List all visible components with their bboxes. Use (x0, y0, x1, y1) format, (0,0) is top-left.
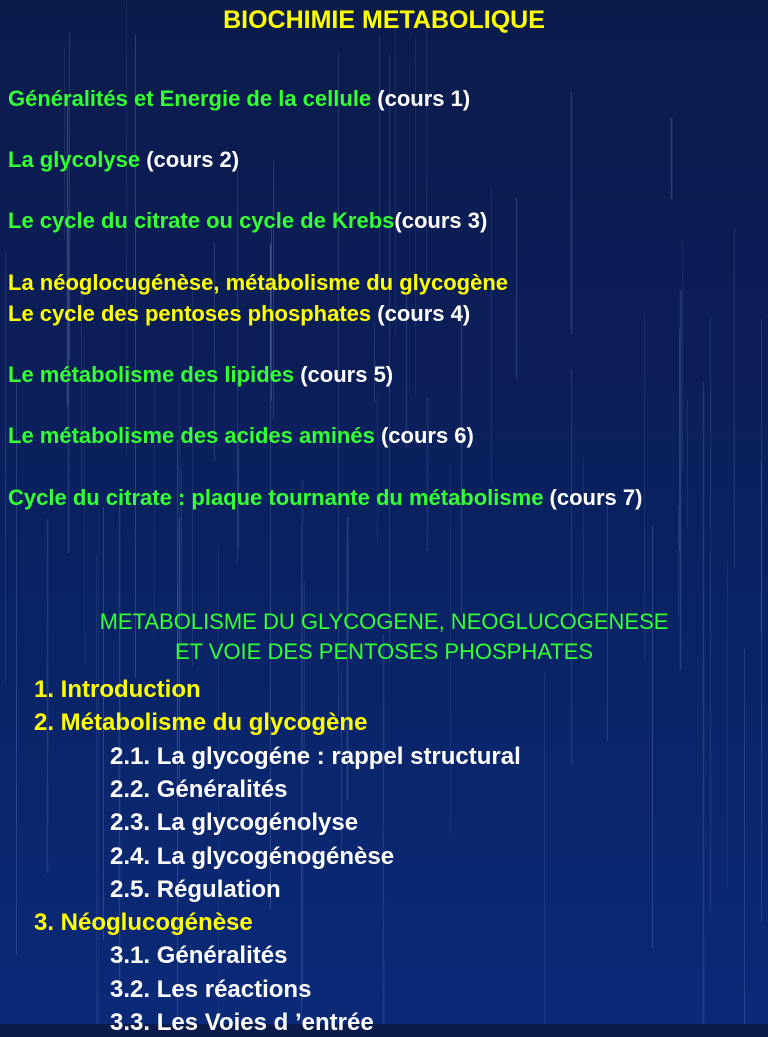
page-title: BIOCHIMIE METABOLIQUE (223, 6, 545, 34)
course-title: Généralités et Energie de la cellule (8, 86, 372, 111)
section-heading-line: METABOLISME DU GLYCOGENE, NEOGLUCOGENESE (99, 609, 669, 634)
course-number: (cours 3) (394, 208, 488, 233)
outline-subsection: 3.1. Généralités (110, 942, 288, 969)
course-title: Le métabolisme des lipides (8, 362, 295, 387)
course-number: (cours 5) (294, 362, 394, 387)
course-number: (cours 7) (543, 485, 643, 510)
course-line (8, 301, 470, 327)
outline-subsection: 3.2. Les réactions (110, 976, 312, 1003)
course-line (8, 485, 642, 511)
course-title: Le cycle du citrate ou cycle de Krebs (8, 208, 395, 233)
outline-subsection: 2.3. La glycogénolyse (110, 809, 359, 836)
course-title: Cycle du citrate : plaque tournante du métabolisme (8, 485, 544, 510)
course-number: (cours 6) (374, 423, 474, 448)
outline-section: 2. Métabolisme du glycogène (34, 709, 368, 736)
course-line (8, 362, 393, 388)
course-number: (cours 4) (371, 301, 471, 326)
course-title: Le cycle des pentoses phosphates (8, 301, 372, 326)
course-title: La glycolyse (8, 147, 141, 172)
outline-subsection: 2.2. Généralités (110, 776, 288, 803)
outline-subsection: 2.5. Régulation (110, 876, 281, 903)
course-number: (cours 1) (371, 86, 471, 111)
course-line (8, 270, 508, 296)
course-title: Le métabolisme des acides aminés (8, 423, 375, 448)
course-line (8, 86, 470, 112)
outline-section: 1. Introduction (34, 676, 201, 703)
course-line (8, 423, 474, 449)
course-line (8, 147, 239, 173)
section-heading-line: ET VOIE DES PENTOSES PHOSPHATES (174, 639, 594, 664)
outline-section: 3. Néoglucogénèse (34, 909, 253, 936)
course-line (8, 208, 487, 234)
course-number: (cours 2) (140, 147, 240, 172)
outline-subsection: 3.3. Les Voies d ’entrée (110, 1009, 374, 1036)
outline-subsection: 2.4. La glycogénogénèse (110, 843, 395, 870)
course-title: La néoglocugénèse, métabolisme du glycogène (8, 270, 509, 295)
outline-subsection: 2.1. La glycogéne : rappel structural (110, 743, 521, 770)
